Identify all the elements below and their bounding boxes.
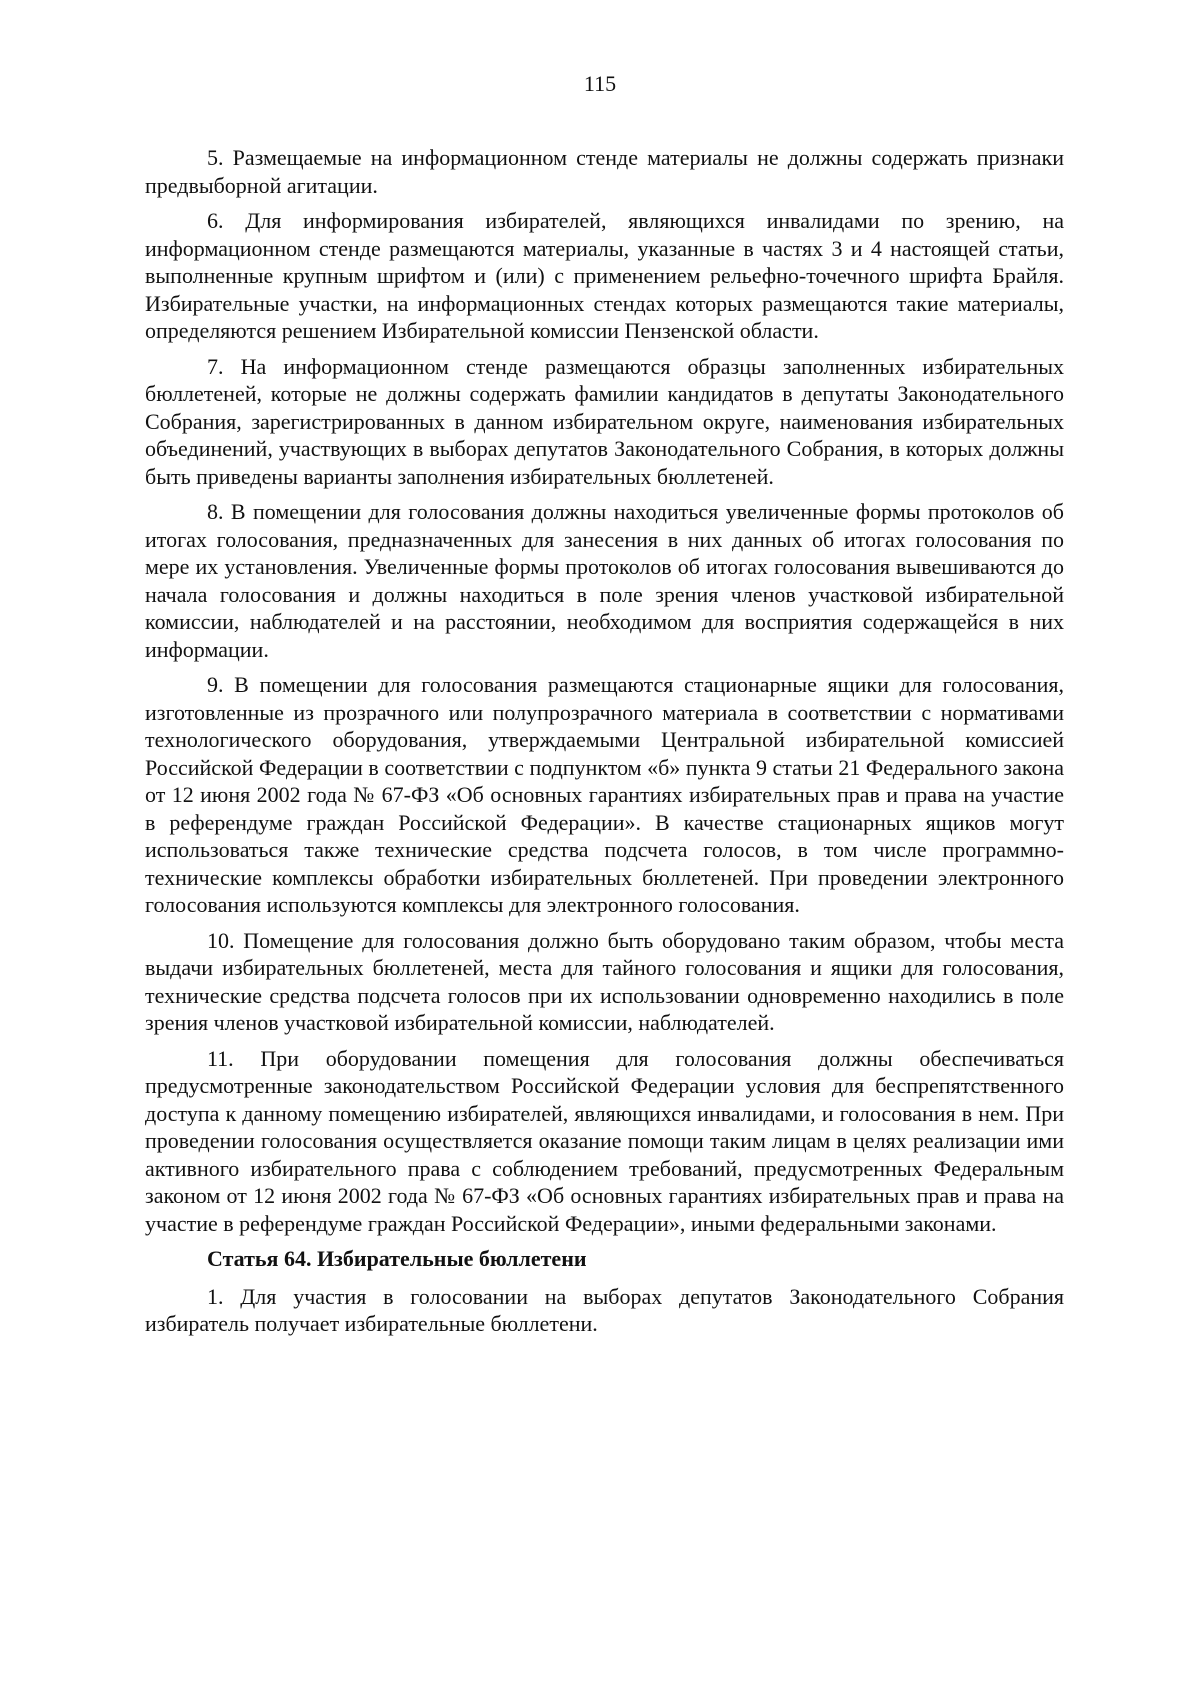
paragraph-7: 7. На информационном стенде размещаются образцы заполненных избирательных бюллетеней, которые не должны содержать фамилии кандидатов в депутаты Законодательного Собрания, зарегистрированных в данном избирательном округе, наименования избирательных объединений, участвующих в выборах депутатов Законодательного Собрания, в которых должны быть приведены варианты заполнения избирательных бюллетеней. xyxy=(145,353,1064,489)
paragraph-9: 9. В помещении для голосования размещаются стационарные ящики для голосования, изготовленные из прозрачного или полупрозрачного материала в соответствии с нормативами технологического оборудования, утверждаемыми Центральной избирательной комиссией Российской Федерации в соответствии с подпунктом «б» пункта 9 статьи 21 Федерального закона от 12 июня 2002 года № 67-ФЗ «Об основных гарантиях избирательных прав и права на участие в референдуме граждан Российской Федерации». В качестве стационарных ящиков могут использоваться также технические средства подсчета голосов, в том числе программно-технические комплексы обработки избирательных бюллетеней. При проведении электронного голосования используются комплексы для электронного голосования. xyxy=(145,672,1064,917)
paragraph-10: 10. Помещение для голосования должно быть оборудовано таким образом, чтобы места выдачи избирательных бюллетеней, места для тайного голосования и ящики для голосования, технические средства подсчета голосов при их использовании одновременно находились в поле зрения членов участковой избирательной комиссии, наблюдателей. xyxy=(145,927,1064,1035)
paragraph-6: 6. Для информирования избирателей, являющихся инвалидами по зрению, на информационном стенде размещаются материалы, указанные в частях 3 и 4 настоящей статьи, выполненные крупным шрифтом и (или) с применением рельефно-точечного шрифта Брайля. Избирательные участки, на информационных стендах которых размещаются такие материалы, определяются решением Избирательной комиссии Пензенской области. xyxy=(145,208,1064,343)
article-heading: Статья 64. Избирательные бюллетени xyxy=(207,1246,587,1271)
page-number: 115 xyxy=(583,71,617,96)
document-body xyxy=(145,144,1064,1338)
paragraph-5: 5. Размещаемые на информационном стенде материалы не должны содержать признаки предвыборной агитации. xyxy=(145,145,1064,198)
paragraph-8: 8. В помещении для голосования должны находиться увеличенные формы протоколов об итогах голосования, предназначенных для занесения в них данных об итогах голосования по мере их установления. Увеличенные формы протоколов об итогах голосования вывешиваются до начала голосования и должны находиться в поле зрения членов участковой избирательной комиссии, наблюдателей и на расстоянии, необходимом для восприятия содержащейся в них информации. xyxy=(145,499,1064,662)
paragraph-11: 11. При оборудовании помещения для голосования должны обеспечиваться предусмотренные законодательством Российской Федерации условия для беспрепятственного доступа к данному помещению избирателей, являющихся инвалидами, и голосования в нем. При проведении голосования осуществляется оказание помощи таким лицам в целях реализации ими активного избирательного права с соблюдением требований, предусмотренных Федеральным законом от 12 июня 2002 года № 67-ФЗ «Об основных гарантиях избирательных прав и права на участие в референдуме граждан Российской Федерации», иными федеральными законами. xyxy=(145,1045,1064,1236)
article-paragraph-1: 1. Для участия в голосовании на выборах депутатов Законодательного Собрания избиратель получает избирательные бюллетени. xyxy=(145,1283,1064,1336)
